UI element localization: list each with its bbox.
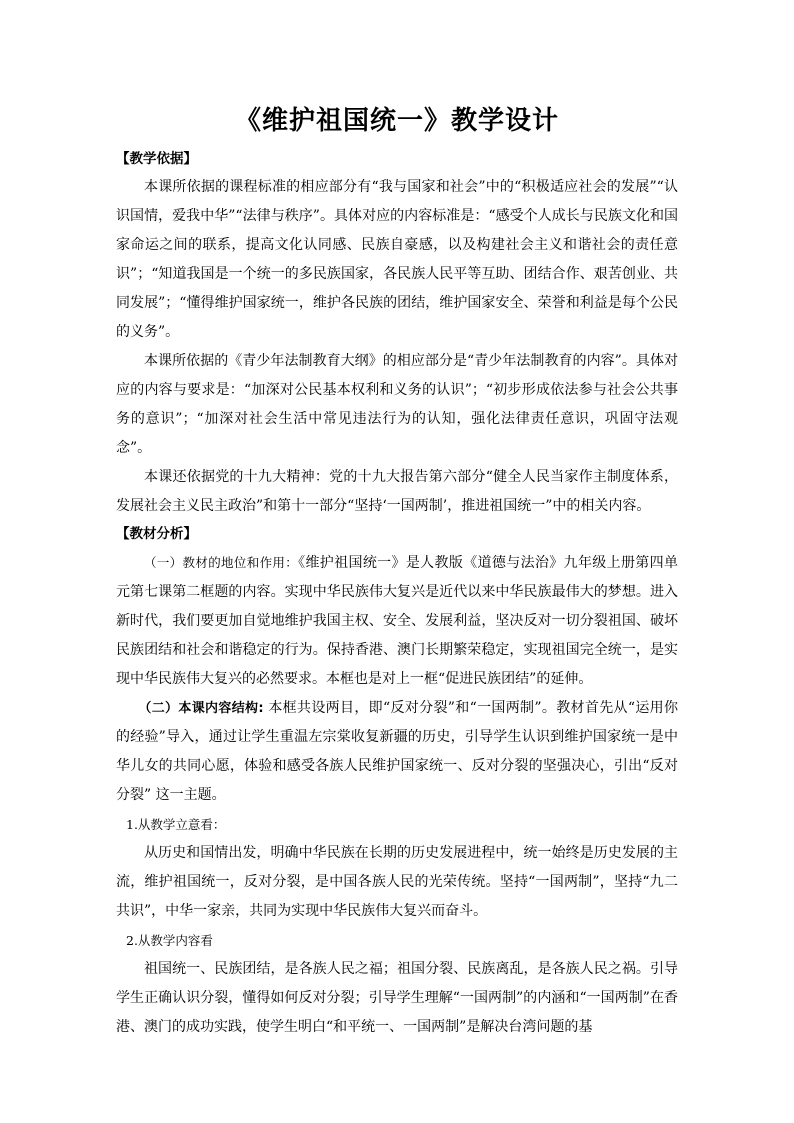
analysis-paragraph-1 — [116, 548, 678, 694]
analysis-item-1-body: 从历史和国情出发，明确中华民族在长期的历史发展进程中，统一始终是历史发展的主流，维护祖国统一，反对分裂，是中国各族人民的光荣传统。坚持“一国两制”，坚持“九二共识”，中华一家亲，共同为实现中华民族伟大复兴而奋斗。 — [116, 845, 678, 919]
section-heading-analysis: 【教材分析】 — [116, 526, 197, 542]
analysis-paragraph-2-lead: （二）本课内容结构: — [138, 701, 264, 716]
analysis-paragraph-1-body: 《维护祖国统一》是人教版《道德与法治》九年级上册第四单元第七课第二框题的内容。实现中华民族伟大复兴是近代以来中华民族最伟大的梦想。进入新时代，我们要更加自觉地维护我国主权、安全、发展利益，坚决反对一切分裂祖国、破坏民族团结和社会和谐稳定的行为。保持香港、澳门长期繁荣稳定，实现祖国完全统一，是实现中华民族伟大复兴的必然要求。本框也是对上一框“促进民族团结”的延伸。 — [116, 555, 678, 687]
analysis-item-1-heading: 1.从教学立意看： — [126, 817, 226, 832]
analysis-paragraph-1-lead: （一）教材的地位和作用： — [144, 555, 299, 570]
basis-paragraph-1: 本课所依据的课程标准的相应部分有“我与国家和社会”中的“积极适应社会的发展”“认识国情，爱我中华”“法律与秩序”。具体对应的内容标准是：“感受个人成长与民族文化和国家命运之间的联系，提高文化认同感、民族自豪感，以及构建社会主义和谐社会的责任意识”；“知道我国是一个统一的多民族国家，各民族人民平等互助、团结合作、艰苦创业、共同发展”；“懂得维护国家统一，维护各民族的团结，维护国家安全、荣誉和利益是每个公民的义务”。 — [116, 179, 678, 340]
basis-paragraph-2: 本课所依据的《青少年法制教育大纲》的相应部分是“青少年法制教育的内容”。具体对应的内容与要求是：“加深对公民基本权利和义务的认识”；“初步形成依法参与社会公共事务的意识”；“加深对社会生活中常见违法行为的认知，强化法律责任意识，巩固守法观念”。 — [116, 353, 678, 456]
section-teaching-basis — [116, 146, 678, 521]
section-textbook-analysis — [116, 521, 678, 1042]
basis-paragraph-3: 本课还依据党的十九大精神：党的十九大报告第六部分“健全人民当家作主制度体系，发展社会主义民主政治”和第十一部分“坚持‘一国两制’，推进祖国统一”中的相关内容。 — [116, 469, 678, 514]
analysis-paragraph-2 — [116, 694, 678, 810]
section-heading-basis: 【教学依据】 — [116, 151, 197, 167]
analysis-item-2-body: 祖国统一、民族团结，是各族人民之福；祖国分裂、民族离乱，是各族人民之祸。引导学生正确认识分裂，懂得如何反对分裂；引导学生理解“一国两制”的内涵和“一国两制”在香港、澳门的成功实践，使学生明白“和平统一、一国两制”是解决台湾问题的基 — [116, 961, 678, 1035]
document-title: 《维护祖国统一》教学设计 — [234, 106, 559, 136]
analysis-paragraph-2-body: 本框共设两目，即“反对分裂”和“一国两制”。教材首先从“运用你的经验”导入，通过让学生重温左宗棠收复新疆的历史，引导学生认识到维护国家统一是中华儿女的共同心愿，体验和感受各族人民维护国家统一、反对分裂的坚强决心，引出“反对分裂” 这一主题。 — [116, 700, 678, 803]
analysis-item-2-heading: 2.从教学内容看 — [126, 933, 213, 948]
